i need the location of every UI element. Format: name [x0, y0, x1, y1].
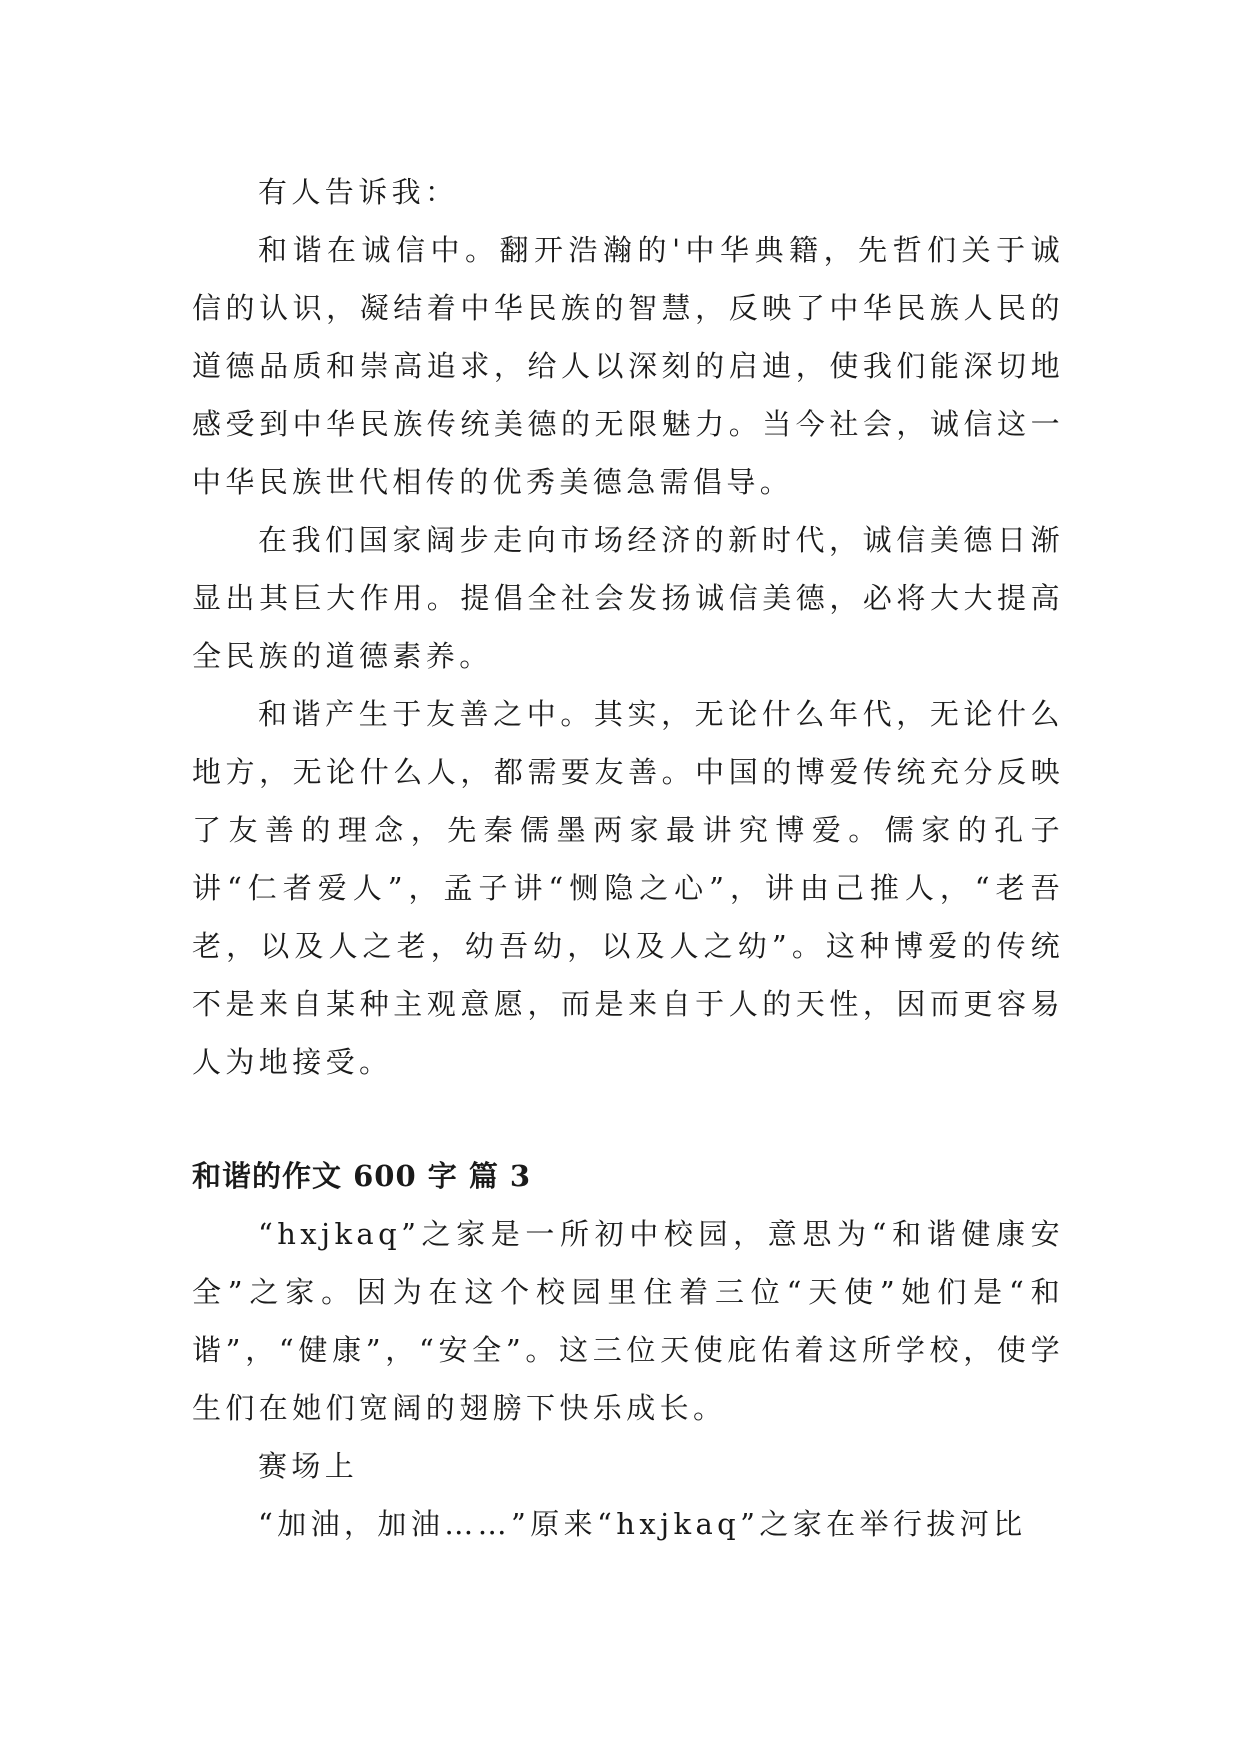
- paragraph: 在我们国家阔步走向市场经济的新时代，诚信美德日渐显出其巨大作用。提倡全社会发扬诚信美德，必将大大提高全民族的道德素养。: [192, 523, 1064, 673]
- paragraph: 赛场上: [258, 1449, 359, 1483]
- paragraph: 和谐在诚信中。翻开浩瀚的'中华典籍，先哲们关于诚信的认识，凝结着中华民族的智慧，反映了中华民族人民的道德品质和崇高追求，给人以深刻的启迪，使我们能深切地感受到中华民族传统美德的无限魅力。当今社会，诚信这一中华民族世代相传的优秀美德急需倡导。: [192, 233, 1064, 499]
- paragraph: 有人告诉我：: [258, 175, 459, 209]
- document-page: [192, 163, 1064, 1553]
- paragraph: 和谐产生于友善之中。其实，无论什么年代，无论什么地方，无论什么人，都需要友善。中国的博爱传统充分反映了友善的理念，先秦儒墨两家最讲究博爱。儒家的孔子讲“仁者爱人”，孟子讲“恻隐之心”，讲由己推人，“老吾老，以及人之老，幼吾幼，以及人之幼”。这种博爱的传统不是来自某种主观意愿，而是来自于人的天性，因而更容易人为地接受。: [192, 697, 1064, 1079]
- paragraph: “加油，加油……”原来“hxjkaq”之家在举行拔河比: [258, 1507, 1027, 1541]
- paragraph: “hxjkaq”之家是一所初中校园，意思为“和谐健康安全”之家。因为在这个校园里住着三位“天使”她们是“和谐”，“健康”，“安全”。这三位天使庇佑着这所学校，使学生们在她们宽阔的翅膀下快乐成长。: [192, 1217, 1064, 1425]
- section-heading: 和谐的作文 600 字 篇 3: [192, 1159, 532, 1193]
